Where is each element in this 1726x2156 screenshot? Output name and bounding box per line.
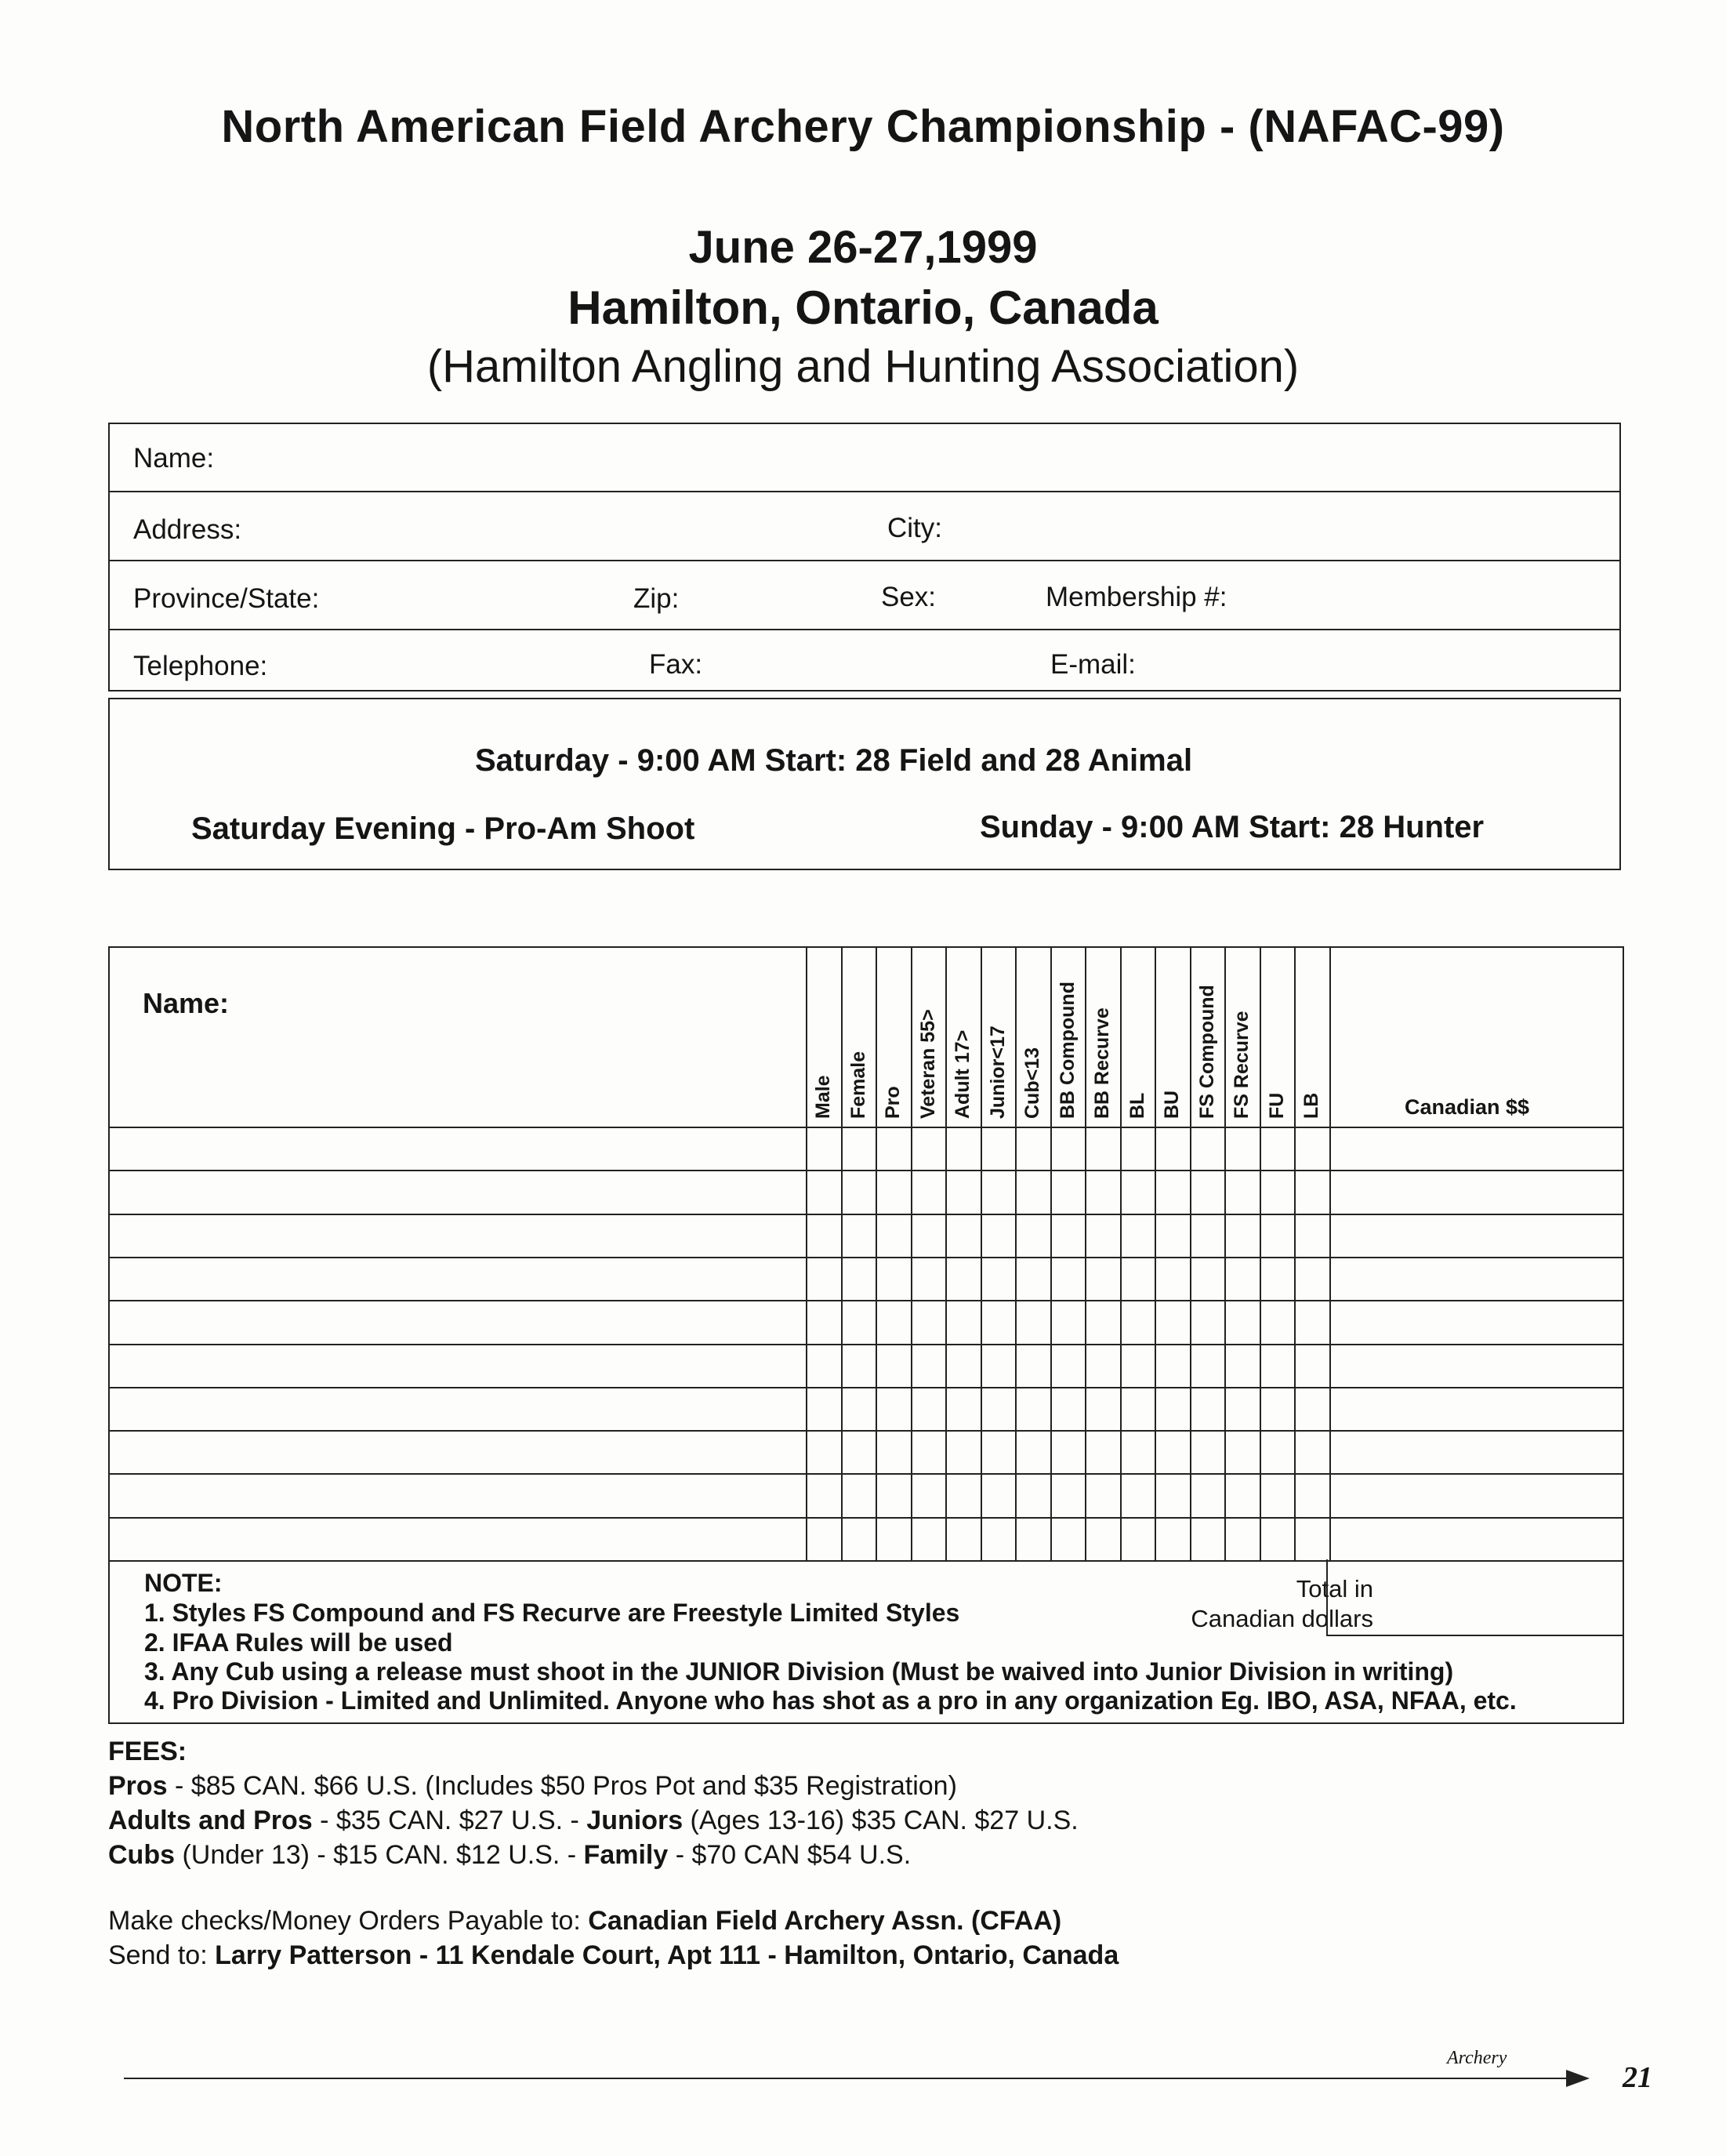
fees-section: [108, 1734, 1597, 1872]
category-checkbox[interactable]: [807, 1388, 839, 1428]
amount-field[interactable]: [1331, 1519, 1623, 1559]
category-checkbox[interactable]: [843, 1301, 875, 1341]
category-checkbox[interactable]: [877, 1171, 909, 1211]
column-header-fs-compound: FS Compound: [1195, 985, 1218, 1119]
category-checkbox[interactable]: [1086, 1301, 1119, 1341]
name-label: Name:: [133, 443, 215, 474]
category-checkbox[interactable]: [1191, 1128, 1224, 1168]
category-checkbox[interactable]: [912, 1301, 945, 1341]
total-label-line2: Canadian dollars: [1191, 1605, 1373, 1632]
category-checkbox[interactable]: [807, 1215, 839, 1255]
category-checkbox[interactable]: [1226, 1345, 1258, 1385]
email-label: E-mail:: [1050, 649, 1136, 680]
category-checkbox[interactable]: [1122, 1388, 1154, 1428]
category-checkbox[interactable]: [912, 1215, 945, 1255]
registrant-name-field[interactable]: [111, 1388, 804, 1428]
category-checkbox[interactable]: [807, 1171, 839, 1211]
column-header-veteran-55-: Veteran 55>: [916, 1009, 939, 1119]
category-checkbox[interactable]: [1296, 1128, 1328, 1168]
zip-label: Zip:: [633, 583, 680, 614]
category-checkbox[interactable]: [1086, 1388, 1119, 1428]
category-checkbox[interactable]: [1226, 1128, 1258, 1168]
category-checkbox[interactable]: [1017, 1345, 1049, 1385]
category-checkbox[interactable]: [1226, 1171, 1258, 1211]
category-checkbox[interactable]: [877, 1128, 909, 1168]
category-checkbox[interactable]: [947, 1388, 979, 1428]
category-checkbox[interactable]: [1017, 1301, 1049, 1341]
category-checkbox[interactable]: [807, 1519, 839, 1559]
category-checkbox[interactable]: [807, 1258, 839, 1298]
registrant-name-field[interactable]: [111, 1301, 804, 1341]
category-checkbox[interactable]: [1261, 1475, 1293, 1515]
category-checkbox[interactable]: [947, 1475, 979, 1515]
category-checkbox[interactable]: [877, 1215, 909, 1255]
category-checkbox[interactable]: [982, 1258, 1014, 1298]
category-checkbox[interactable]: [947, 1171, 979, 1211]
category-checkbox[interactable]: [1156, 1301, 1188, 1341]
event-location: Hamilton, Ontario, Canada: [567, 281, 1159, 334]
address-row[interactable]: [110, 492, 1619, 561]
category-checkbox[interactable]: [807, 1301, 839, 1341]
category-checkbox[interactable]: [1156, 1519, 1188, 1559]
category-checkbox[interactable]: [877, 1345, 909, 1385]
category-checkbox[interactable]: [947, 1215, 979, 1255]
address-label: Address:: [133, 514, 242, 545]
category-checkbox[interactable]: [1191, 1475, 1224, 1515]
category-checkbox[interactable]: [1191, 1301, 1224, 1341]
category-checkbox[interactable]: [1191, 1388, 1224, 1428]
footer-arrow-icon: [1566, 2070, 1590, 2087]
category-checkbox[interactable]: [982, 1475, 1014, 1515]
category-checkbox[interactable]: [1261, 1171, 1293, 1211]
category-checkbox[interactable]: [1017, 1128, 1049, 1168]
category-checkbox[interactable]: [807, 1345, 839, 1385]
payable-line: Make checks/Money Orders Payable to: Canadian Field Archery Assn. (CFAA): [108, 1906, 1062, 1936]
category-checkbox[interactable]: [1226, 1258, 1258, 1298]
telephone-label: Telephone:: [133, 651, 268, 681]
membership-label: Membership #:: [1046, 582, 1227, 612]
category-checkbox[interactable]: [1261, 1388, 1293, 1428]
category-checkbox[interactable]: [1296, 1258, 1328, 1298]
category-checkbox[interactable]: [1191, 1215, 1224, 1255]
category-checkbox[interactable]: [1122, 1128, 1154, 1168]
telephone-row[interactable]: [110, 630, 1619, 690]
fee-pros: Pros - $85 CAN. $66 U.S. (Includes $50 Pros Pot and $35 Registration): [108, 1771, 957, 1801]
category-checkbox[interactable]: [947, 1258, 979, 1298]
note-item-4: 4. Pro Division - Limited and Unlimited. Anyone who has shot as a pro in any organization Eg. IBO, ASA, NFAA, etc.: [144, 1686, 1517, 1715]
category-checkbox[interactable]: [947, 1128, 979, 1168]
saturday-evening-schedule: Saturday Evening - Pro-Am Shoot: [191, 811, 695, 846]
column-header-cub-13: Cub<13: [1021, 1047, 1043, 1119]
category-checkbox[interactable]: [1017, 1388, 1049, 1428]
category-checkbox[interactable]: [912, 1258, 945, 1298]
category-checkbox[interactable]: [1017, 1475, 1049, 1515]
amount-field[interactable]: [1331, 1301, 1623, 1341]
column-header-bl: BL: [1126, 1092, 1148, 1119]
registrant-name-field[interactable]: [111, 1519, 804, 1559]
category-checkbox[interactable]: [1122, 1519, 1154, 1559]
category-checkbox[interactable]: [1156, 1128, 1188, 1168]
note-item-1: 1. Styles FS Compound and FS Recurve are Freestyle Limited Styles: [144, 1599, 960, 1627]
category-checkbox[interactable]: [1086, 1215, 1119, 1255]
amount-field[interactable]: [1331, 1258, 1623, 1298]
note-heading: NOTE:: [144, 1569, 223, 1597]
category-checkbox[interactable]: [1052, 1345, 1084, 1385]
amount-field[interactable]: [1331, 1128, 1623, 1168]
category-checkbox[interactable]: [1296, 1301, 1328, 1341]
category-checkbox[interactable]: [1296, 1388, 1328, 1428]
total-label-line1: Total in: [1296, 1575, 1373, 1602]
footer-rule: [124, 2078, 1572, 2079]
category-checkbox[interactable]: [843, 1519, 875, 1559]
name-row[interactable]: [110, 424, 1619, 492]
category-checkbox[interactable]: [1191, 1432, 1224, 1472]
category-checkbox[interactable]: [1156, 1258, 1188, 1298]
category-checkbox[interactable]: [1156, 1171, 1188, 1211]
sex-label: Sex:: [881, 582, 937, 612]
category-checkbox[interactable]: [1191, 1519, 1224, 1559]
amount-field[interactable]: [1331, 1345, 1623, 1385]
column-header-pro: Pro: [882, 1086, 904, 1119]
category-checkbox[interactable]: [1156, 1432, 1188, 1472]
total-box-bottom: [1326, 1635, 1624, 1636]
registrant-name-field[interactable]: [111, 1432, 804, 1472]
amount-field[interactable]: [1331, 1475, 1623, 1515]
category-checkbox[interactable]: [807, 1475, 839, 1515]
amount-field[interactable]: [1331, 1432, 1623, 1472]
payment-instructions: [108, 1904, 1119, 1973]
category-checkbox[interactable]: [1191, 1345, 1224, 1385]
category-checkbox[interactable]: [947, 1432, 979, 1472]
category-checkbox[interactable]: [1122, 1301, 1154, 1341]
send-to-line: Send to: Larry Patterson - 11 Kendale Court, Apt 111 - Hamilton, Ontario, Canada: [108, 1940, 1119, 1970]
total-box-left: [1326, 1559, 1328, 1635]
category-checkbox[interactable]: [1052, 1171, 1084, 1211]
category-checkbox[interactable]: [1261, 1215, 1293, 1255]
category-checkbox[interactable]: [1226, 1519, 1258, 1559]
publication-name: Archery: [1447, 2048, 1507, 2068]
category-checkbox[interactable]: [807, 1432, 839, 1472]
category-checkbox[interactable]: [1296, 1432, 1328, 1472]
category-checkbox[interactable]: [947, 1345, 979, 1385]
category-checkbox[interactable]: [982, 1171, 1014, 1211]
category-checkbox[interactable]: [912, 1475, 945, 1515]
category-checkbox[interactable]: [1122, 1475, 1154, 1515]
province-row[interactable]: [110, 561, 1619, 630]
column-header-fu: FU: [1265, 1092, 1288, 1119]
category-checkbox[interactable]: [1052, 1301, 1084, 1341]
category-checkbox[interactable]: [807, 1128, 839, 1168]
category-checkbox[interactable]: [1261, 1301, 1293, 1341]
category-checkbox[interactable]: [1122, 1432, 1154, 1472]
category-checkbox[interactable]: [1296, 1519, 1328, 1559]
category-checkbox[interactable]: [947, 1301, 979, 1341]
category-checkbox[interactable]: [1052, 1432, 1084, 1472]
category-checkbox[interactable]: [1052, 1215, 1084, 1255]
category-checkbox[interactable]: [1017, 1171, 1049, 1211]
category-checkbox[interactable]: [982, 1301, 1014, 1341]
category-checkbox[interactable]: [877, 1258, 909, 1298]
registrant-name-field[interactable]: [111, 1171, 804, 1211]
fees-heading: FEES:: [108, 1737, 187, 1766]
category-checkbox[interactable]: [1122, 1215, 1154, 1255]
page-title: North American Field Archery Championship - (NAFAC-99): [221, 101, 1505, 152]
category-checkbox[interactable]: [1086, 1171, 1119, 1211]
category-checkbox[interactable]: [1122, 1258, 1154, 1298]
category-checkbox[interactable]: [1156, 1388, 1188, 1428]
category-checkbox[interactable]: [1156, 1215, 1188, 1255]
category-checkbox[interactable]: [843, 1432, 875, 1472]
category-checkbox[interactable]: [1296, 1475, 1328, 1515]
category-checkbox[interactable]: [1261, 1128, 1293, 1168]
category-checkbox[interactable]: [877, 1432, 909, 1472]
category-checkbox[interactable]: [912, 1519, 945, 1559]
category-checkbox[interactable]: [877, 1388, 909, 1428]
category-checkbox[interactable]: [912, 1345, 945, 1385]
sunday-schedule: Sunday - 9:00 AM Start: 28 Hunter: [980, 810, 1485, 844]
category-checkbox[interactable]: [843, 1215, 875, 1255]
category-checkbox[interactable]: [912, 1388, 945, 1428]
category-checkbox[interactable]: [1017, 1215, 1049, 1255]
category-checkbox[interactable]: [947, 1519, 979, 1559]
column-header-adult-17-: Adult 17>: [952, 1029, 974, 1119]
category-checkbox[interactable]: [982, 1388, 1014, 1428]
contact-form: [108, 423, 1621, 691]
amount-field[interactable]: [1331, 1171, 1623, 1211]
column-header-lb: LB: [1300, 1092, 1322, 1119]
category-checkbox[interactable]: [1226, 1388, 1258, 1428]
page-number: 21: [1623, 2061, 1652, 2094]
category-checkbox[interactable]: [1226, 1432, 1258, 1472]
fee-adults-juniors: Adults and Pros - $35 CAN. $27 U.S. - Juniors (Ages 13-16) $35 CAN. $27 U.S.: [108, 1806, 1079, 1835]
category-checkbox[interactable]: [982, 1345, 1014, 1385]
category-checkbox[interactable]: [982, 1215, 1014, 1255]
category-checkbox[interactable]: [1086, 1258, 1119, 1298]
category-checkbox[interactable]: [1052, 1475, 1084, 1515]
category-checkbox[interactable]: [1261, 1432, 1293, 1472]
category-checkbox[interactable]: [1122, 1171, 1154, 1211]
category-checkbox[interactable]: [877, 1301, 909, 1341]
category-checkbox[interactable]: [1052, 1519, 1084, 1559]
category-checkbox[interactable]: [1017, 1519, 1049, 1559]
category-checkbox[interactable]: [877, 1475, 909, 1515]
category-checkbox[interactable]: [1086, 1519, 1119, 1559]
category-checkbox[interactable]: [1122, 1345, 1154, 1385]
canadian-dollars-header: Canadian $$: [1405, 1095, 1530, 1119]
category-checkbox[interactable]: [1017, 1432, 1049, 1472]
category-checkbox[interactable]: [982, 1519, 1014, 1559]
category-checkbox[interactable]: [1086, 1475, 1119, 1515]
amount-field[interactable]: [1331, 1215, 1623, 1255]
category-checkbox[interactable]: [1052, 1128, 1084, 1168]
amount-field[interactable]: [1331, 1388, 1623, 1428]
category-checkbox[interactable]: [1052, 1258, 1084, 1298]
note-item-2: 2. IFAA Rules will be used: [144, 1628, 453, 1657]
category-checkbox[interactable]: [1052, 1388, 1084, 1428]
category-checkbox[interactable]: [877, 1519, 909, 1559]
note-item-3: 3. Any Cub using a release must shoot in the JUNIOR Division (Must be waived into Junior Division in writing): [144, 1657, 1454, 1686]
event-dates: June 26-27,1999: [688, 222, 1038, 273]
category-checkbox[interactable]: [843, 1475, 875, 1515]
category-checkbox[interactable]: [1296, 1345, 1328, 1385]
column-header-fs-recurve: FS Recurve: [1231, 1011, 1253, 1119]
host-association: (Hamilton Angling and Hunting Association): [426, 341, 1300, 392]
category-checkbox[interactable]: [982, 1432, 1014, 1472]
category-checkbox[interactable]: [1156, 1475, 1188, 1515]
total-amount-field[interactable]: [1329, 1561, 1623, 1633]
category-checkbox[interactable]: [1191, 1171, 1224, 1211]
column-header-male: Male: [812, 1075, 834, 1119]
category-checkbox[interactable]: [912, 1171, 945, 1211]
category-checkbox[interactable]: [1261, 1258, 1293, 1298]
category-checkbox[interactable]: [982, 1128, 1014, 1168]
registrant-name-header: Name:: [143, 987, 230, 1019]
category-checkbox[interactable]: [1191, 1258, 1224, 1298]
registrant-name-field[interactable]: [111, 1258, 804, 1298]
category-checkbox[interactable]: [912, 1128, 945, 1168]
category-checkbox[interactable]: [843, 1171, 875, 1211]
category-checkbox[interactable]: [1261, 1519, 1293, 1559]
column-header-female: Female: [847, 1051, 869, 1119]
category-checkbox[interactable]: [1226, 1301, 1258, 1341]
registrant-name-field[interactable]: [111, 1475, 804, 1515]
category-checkbox[interactable]: [1296, 1171, 1328, 1211]
category-checkbox[interactable]: [1261, 1345, 1293, 1385]
category-checkbox[interactable]: [1296, 1215, 1328, 1255]
category-checkbox[interactable]: [1086, 1128, 1119, 1168]
registrant-name-field[interactable]: [111, 1128, 804, 1168]
category-checkbox[interactable]: [1226, 1215, 1258, 1255]
schedule-box: [108, 698, 1621, 870]
column-header-bu: BU: [1161, 1090, 1183, 1119]
column-header-bb-recurve: BB Recurve: [1091, 1007, 1113, 1119]
registration-table: [108, 946, 1624, 1724]
category-checkbox[interactable]: [1086, 1432, 1119, 1472]
category-checkbox[interactable]: [1156, 1345, 1188, 1385]
column-header-bb-compound: BB Compound: [1056, 982, 1079, 1119]
registrant-name-field[interactable]: [111, 1345, 804, 1385]
province-label: Province/State:: [133, 583, 320, 614]
fee-cubs-family: Cubs (Under 13) - $15 CAN. $12 U.S. - Family - $70 CAN $54 U.S.: [108, 1840, 912, 1870]
saturday-schedule: Saturday - 9:00 AM Start: 28 Field and 28 Animal: [475, 743, 1193, 778]
registrant-name-field[interactable]: [111, 1215, 804, 1255]
category-checkbox[interactable]: [843, 1388, 875, 1428]
fax-label: Fax:: [649, 649, 703, 680]
column-header-junior-17: Junior<17: [986, 1025, 1009, 1119]
category-checkbox[interactable]: [843, 1345, 875, 1385]
city-label: City:: [887, 513, 942, 543]
category-checkbox[interactable]: [1226, 1475, 1258, 1515]
category-checkbox[interactable]: [912, 1432, 945, 1472]
category-checkbox[interactable]: [843, 1258, 875, 1298]
category-checkbox[interactable]: [843, 1128, 875, 1168]
category-checkbox[interactable]: [1086, 1345, 1119, 1385]
category-checkbox[interactable]: [1017, 1258, 1049, 1298]
